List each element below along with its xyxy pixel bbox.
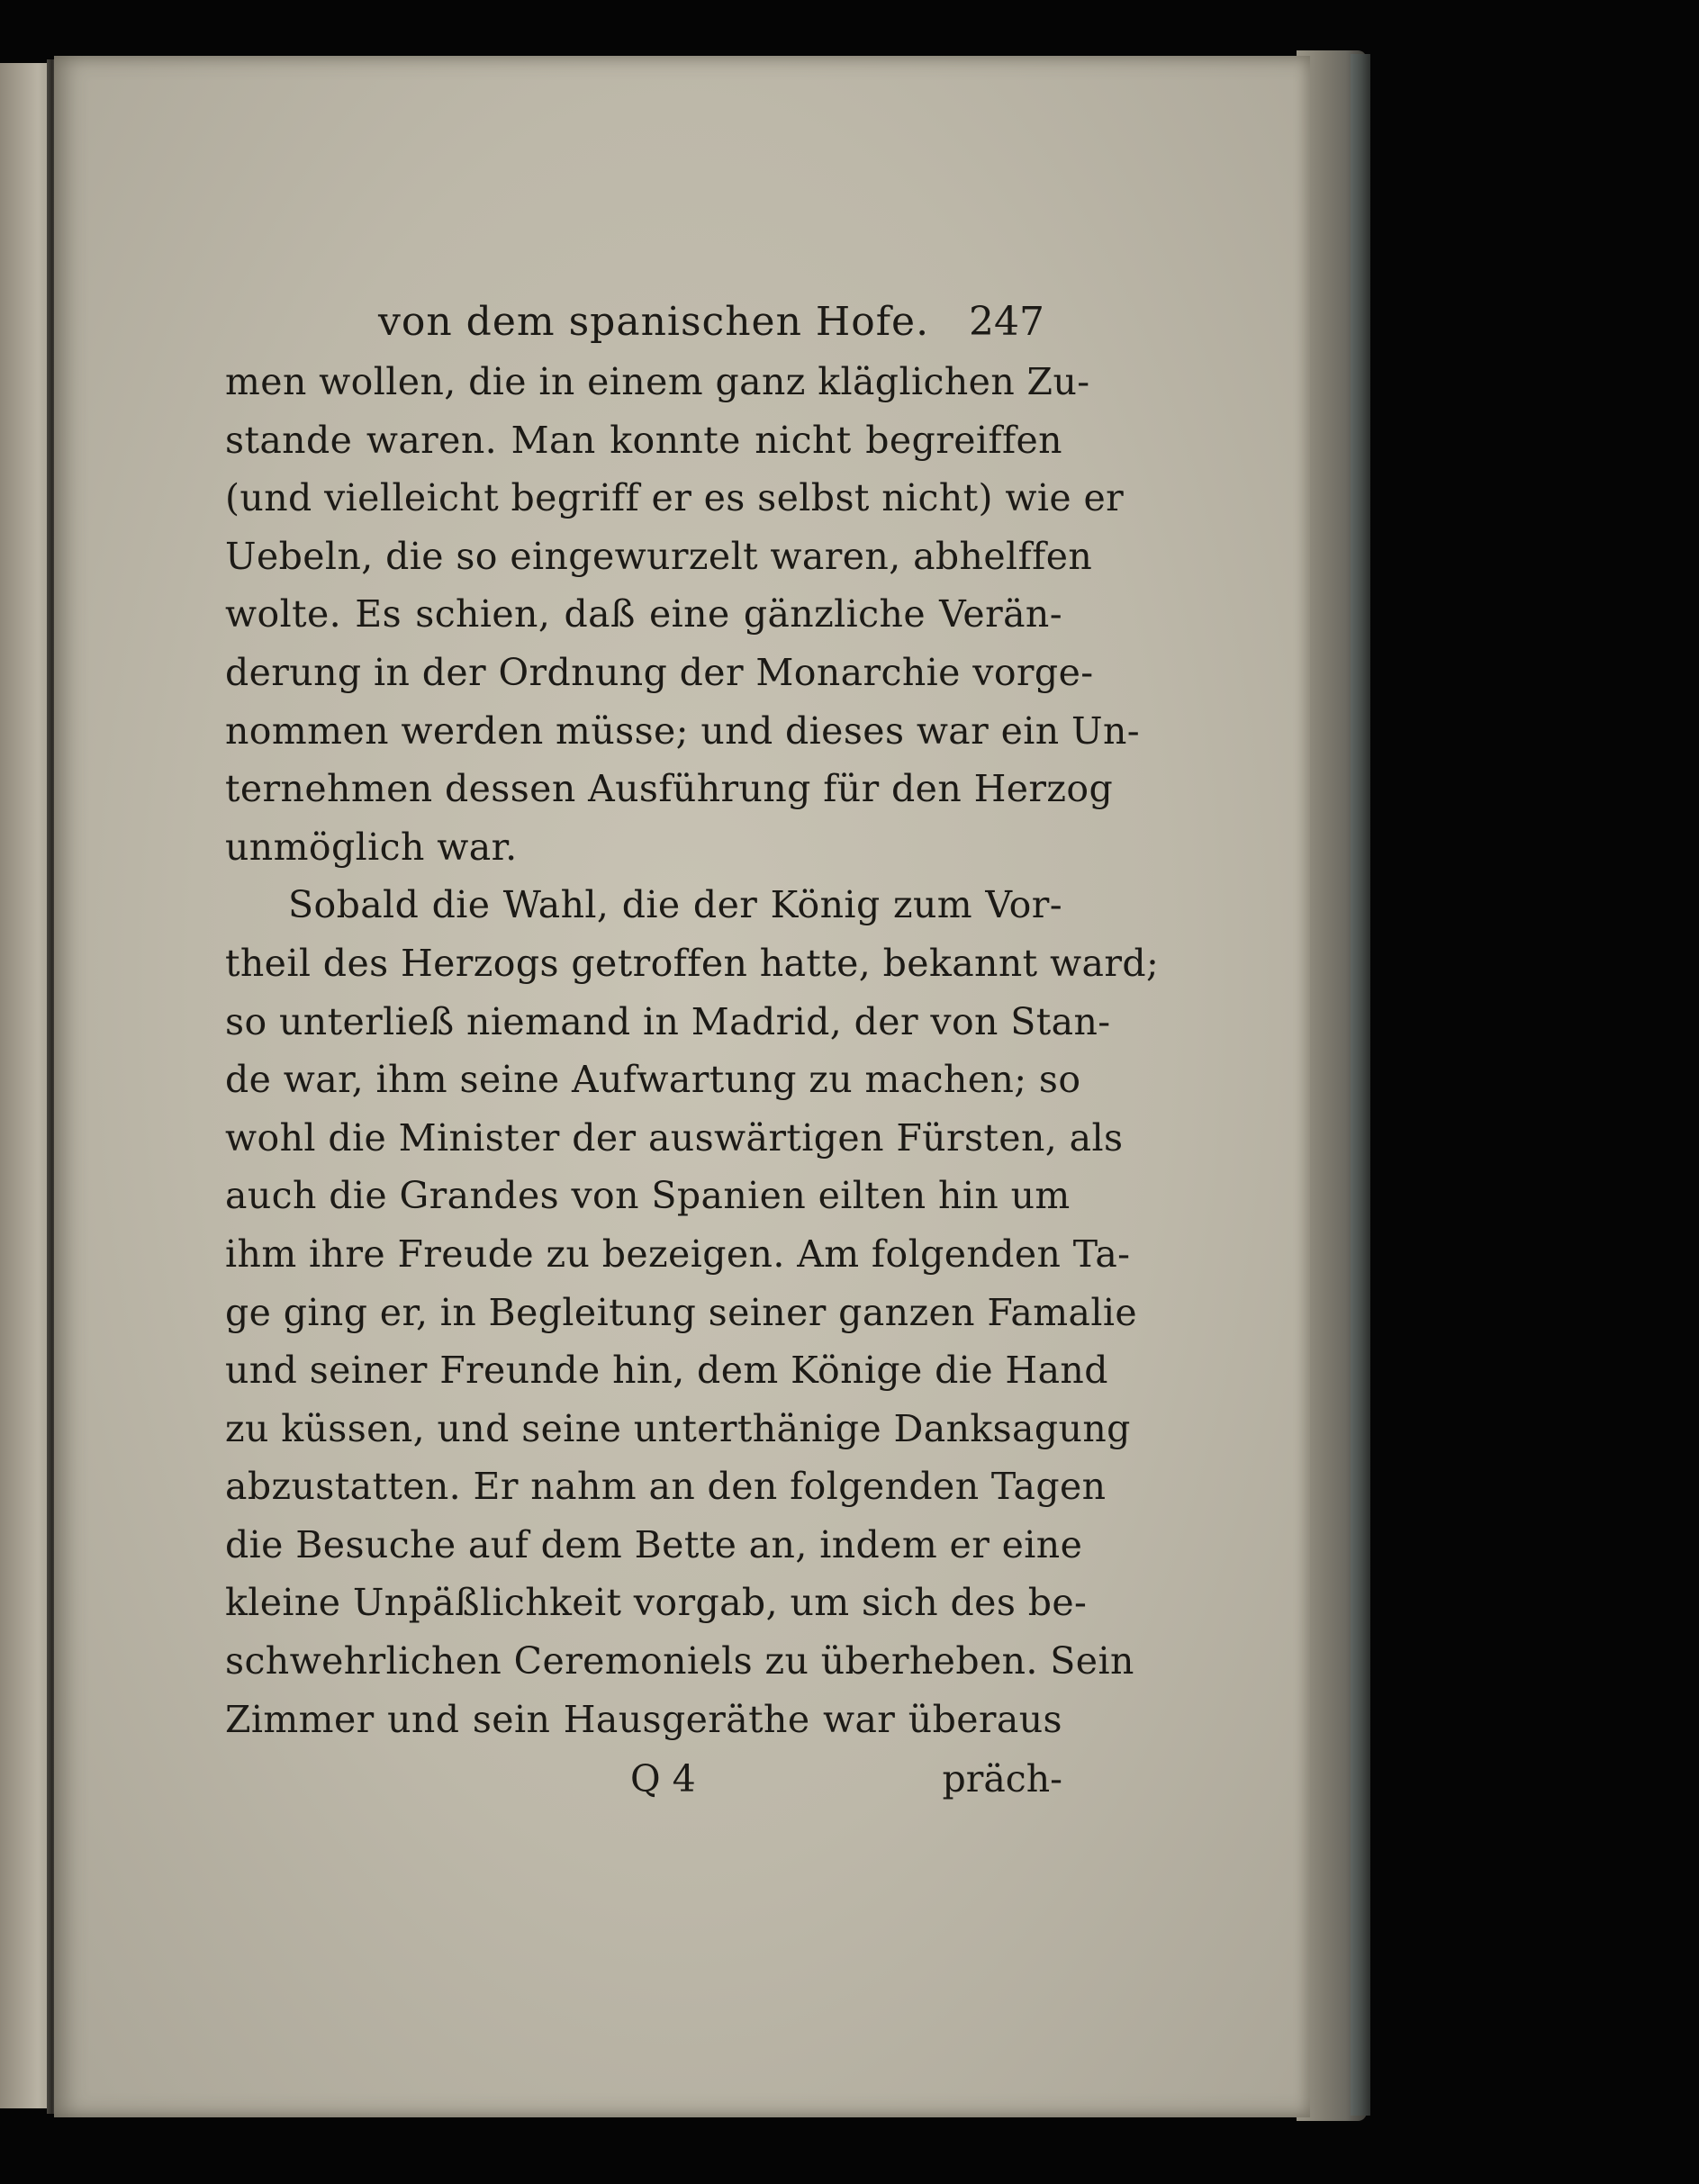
facing-page-edge (0, 63, 54, 2108)
body-text (225, 353, 1160, 1748)
text-line: men wollen, die in einem ganz kläglichen Zu- (225, 360, 1090, 403)
running-head (225, 281, 1062, 353)
book-page (54, 56, 1310, 2117)
text-line: zu küssen, und seine unterthänige Danksagung (225, 1406, 1131, 1450)
text-line: (und vielleicht begriff er es selbst nicht) wie er (225, 476, 1125, 520)
text-line: de war, ihm seine Aufwartung zu machen; so (225, 1058, 1081, 1102)
text-line: abzustatten. Er nahm an den folgenden Tagen (225, 1465, 1107, 1509)
page-number: 247 (969, 299, 1044, 345)
page-footer (225, 1757, 1062, 1820)
text-line: wolte. Es schien, daß eine gänzliche Verän- (225, 592, 1062, 636)
text-line: stande waren. Man konnte nicht begreiffen (225, 418, 1062, 462)
text-line: ternehmen dessen Ausführung für den Herzog (225, 767, 1114, 811)
text-line: derung in der Ordnung der Monarchie vorge- (225, 650, 1094, 694)
text-block (225, 281, 1160, 1820)
text-line: unmöglich war. (225, 825, 518, 869)
text-line: schwehrlichen Ceremoniels zu überheben. Sein (225, 1639, 1134, 1683)
text-line: ihm ihre Freude zu bezeigen. Am folgenden Ta- (225, 1232, 1131, 1276)
text-line: ge ging er, in Begleitung seiner ganzen Famalie (225, 1290, 1138, 1334)
book-cover-edge (1351, 54, 1370, 2116)
text-line: Uebeln, die so eingewurzelt waren, abhelffen (225, 534, 1093, 578)
text-line: Zimmer und sein Hausgeräthe war überaus (225, 1697, 1062, 1741)
signature-mark: Q 4 (630, 1757, 696, 1801)
catchword: präch- (942, 1757, 1062, 1801)
text-line: nommen werden müsse; und dieses war ein Un- (225, 708, 1141, 753)
text-line: wohl die Minister der auswärtigen Fürsten, als (225, 1115, 1124, 1160)
text-line: auch die Grandes von Spanien eilten hin um (225, 1174, 1071, 1218)
text-line: theil des Herzogs getroffen hatte, bekannt ward; (225, 941, 1160, 985)
text-line: so unterließ niemand in Madrid, der von Stan- (225, 999, 1111, 1043)
text-line: die Besuche auf dem Bette an, indem er eine (225, 1522, 1083, 1566)
text-line-paragraph-start: Sobald die Wahl, die der König zum Vor- (288, 883, 1062, 927)
text-line: und seiner Freunde hin, dem Könige die Hand (225, 1349, 1108, 1393)
running-title: von dem spanischen Hofe. (378, 299, 930, 345)
text-line: kleine Unpäßlichkeit vorgab, um sich des be- (225, 1581, 1088, 1625)
